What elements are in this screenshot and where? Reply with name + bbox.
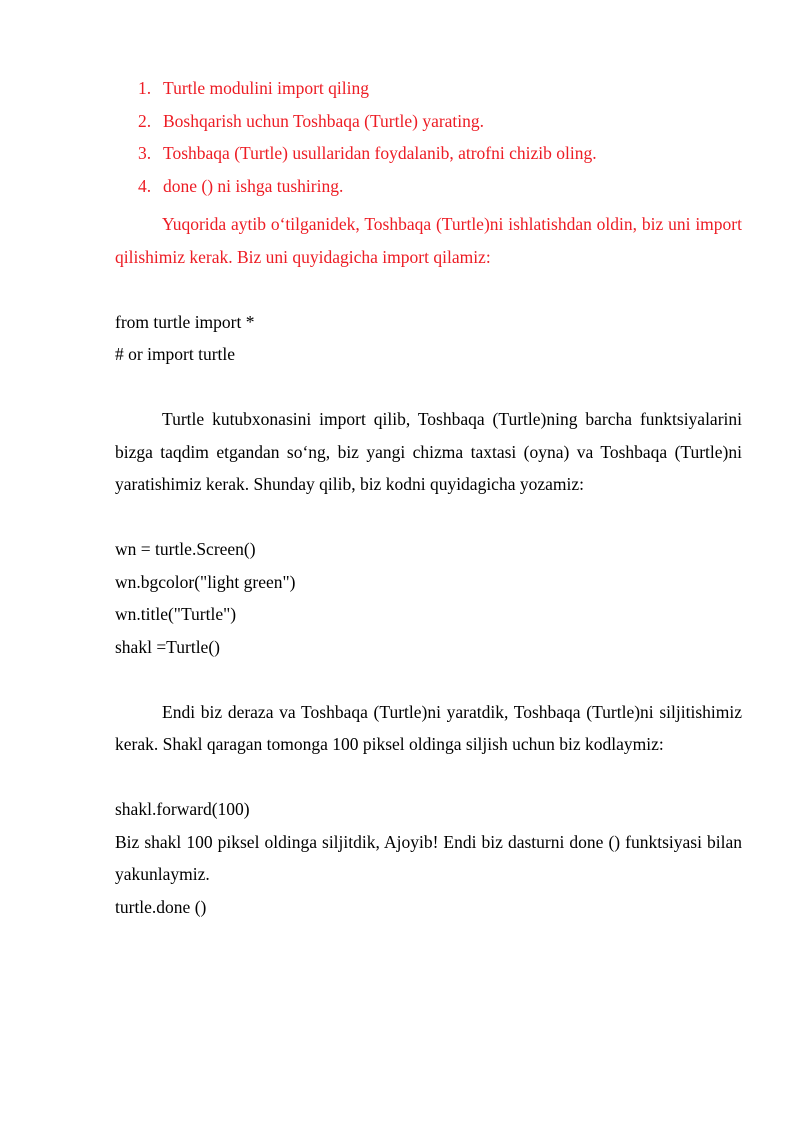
paragraph-move: Endi biz deraza va Toshbaqa (Turtle)ni yaratdik, Toshbaqa (Turtle)ni siljitishimiz kerak. Shakl qaragan tomonga 100 piksel oldinga siljish uchun biz kodlaymiz: (115, 701, 742, 754)
code-line: from turtle import * (115, 311, 255, 332)
code-line: wn.bgcolor("light green") (115, 571, 296, 592)
code-line: # or import turtle (115, 344, 236, 364)
intro-paragraph: Yuqorida aytib o‘tilganidek, Toshbaqa (Turtle)ni ishlatishdan oldin, biz uni import qilishimiz kerak. Biz uni quyidagicha import qilamiz: (115, 214, 742, 267)
list-item (115, 139, 742, 172)
list-item-text: Toshbaqa (Turtle) usullaridan foydalanib, atrofni chizib oling. (163, 143, 597, 163)
list-item-number: 2. (138, 110, 152, 131)
code-line: wn = turtle.Screen() (115, 539, 256, 559)
steps-list (115, 74, 742, 204)
list-item-text: Turtle modulini import qiling (163, 78, 369, 98)
list-item (115, 107, 742, 140)
list-item-number: 1. (138, 78, 152, 98)
paragraph-done: Biz shakl 100 piksel oldinga siljitdik, Ajoyib! Endi biz dasturni done () funktsiyasi bilan yakunlaymiz. (115, 831, 742, 884)
spacer (115, 663, 742, 696)
list-item (115, 74, 742, 107)
list-item-text: Boshqarish uchun Toshbaqa (Turtle) yarating. (163, 110, 485, 131)
spacer (115, 273, 742, 306)
code-line: wn.title("Turtle") (115, 604, 237, 624)
list-item (115, 172, 742, 205)
code-line: turtle.done () (115, 896, 207, 917)
list-item-number: 4. (138, 175, 152, 196)
list-item-text: done () ni ishga tushiring. (163, 175, 344, 196)
paragraph-screen: Turtle kutubxonasini import qilib, Toshbaqa (Turtle)ning barcha funktsiyalarini bizga taqdim etgandan so‘ng, biz yangi chizma taxtasi (oyna) va Toshbaqa (Turtle)ni yaratishimiz kerak. Shunday qilib, biz kodni quyidagicha yozamiz: (115, 409, 742, 494)
spacer (115, 501, 742, 534)
page-content (115, 74, 742, 923)
spacer (115, 371, 742, 404)
code-line: shakl =Turtle() (115, 636, 220, 657)
code-line: shakl.forward(100) (115, 799, 250, 819)
list-item-number: 3. (138, 143, 152, 163)
spacer (115, 761, 742, 794)
